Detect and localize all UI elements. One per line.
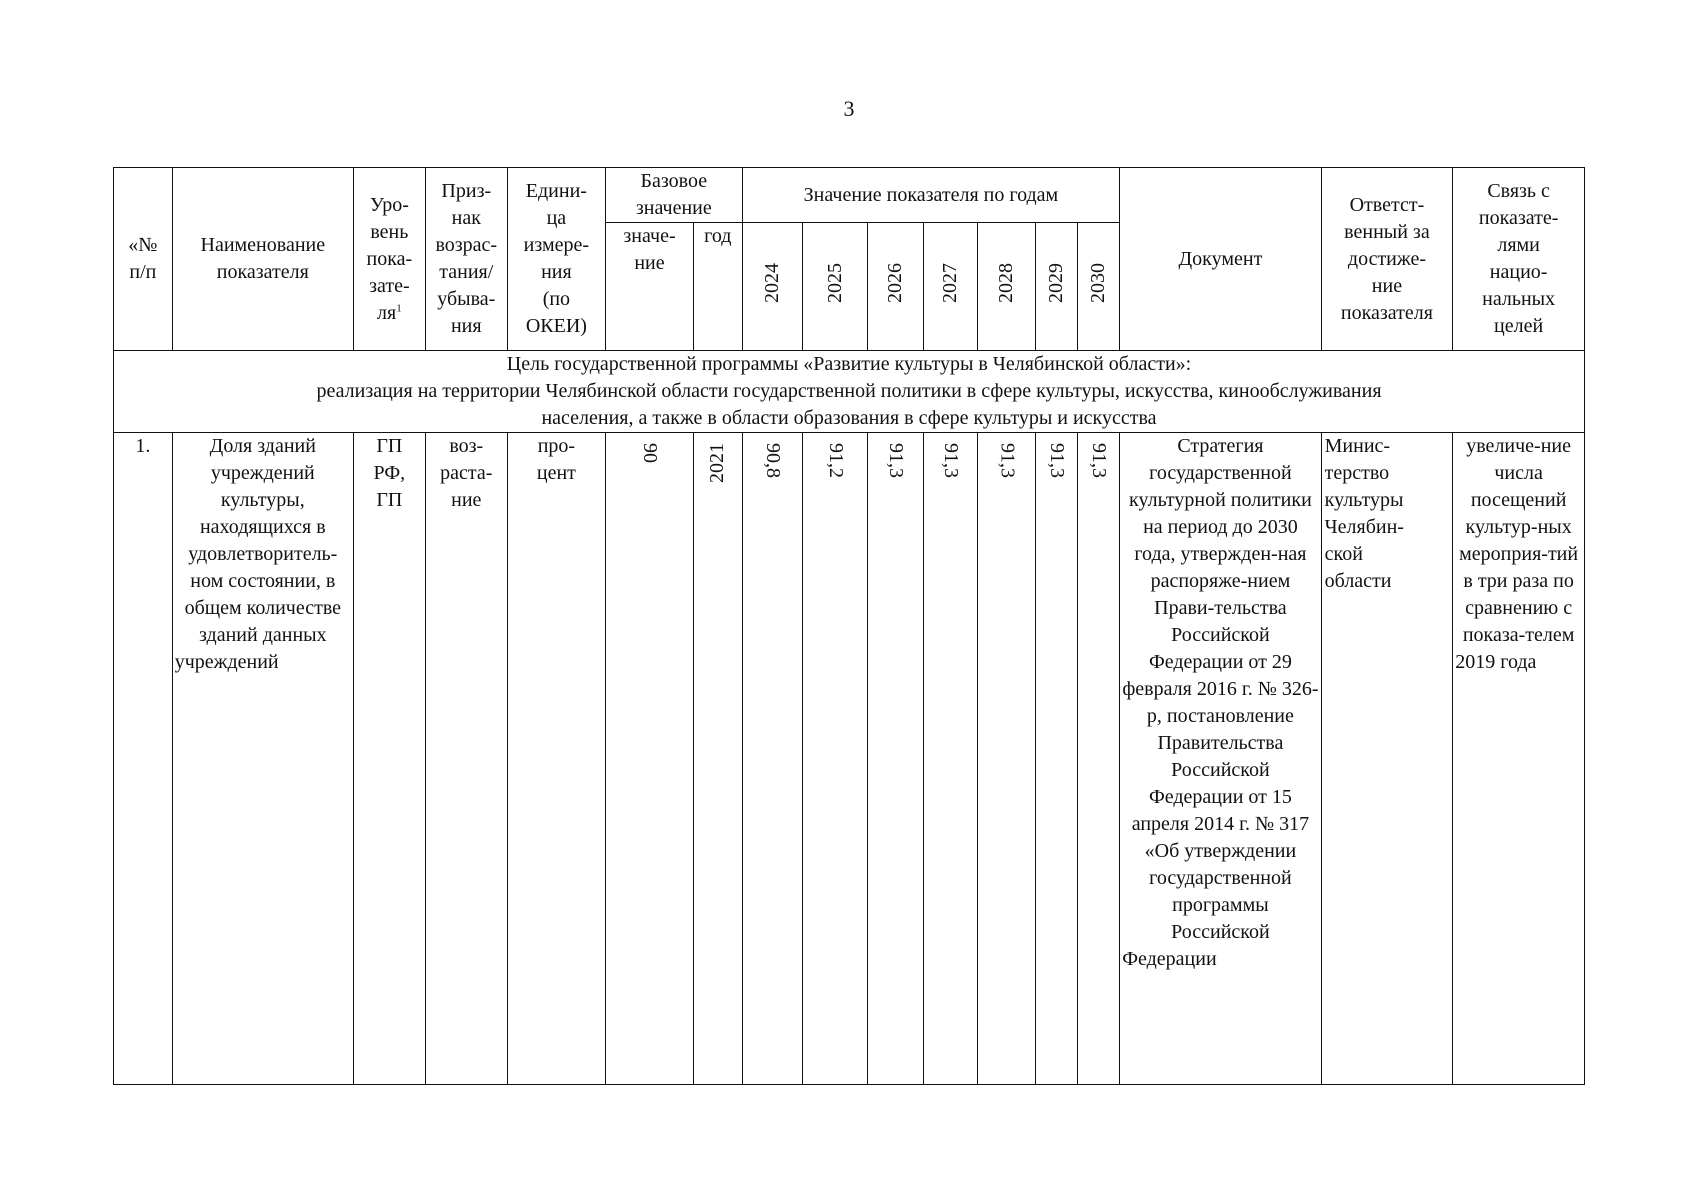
- header-level-footnote: 1: [396, 301, 402, 314]
- header-year-2027: [923, 223, 978, 351]
- header-link: Связь с показате- лями нацио- нальных целей: [1453, 168, 1585, 351]
- vertical-value: 91,3: [1045, 443, 1068, 478]
- vertical-value: 2028: [995, 262, 1018, 303]
- row-document: Стратегия государственной культурной политики на период до 2030 года, утвержден-ная распоряже-нием Прави-тельства Российской Федерации от 29 февраля 2016 г. № 326-р, постановление Правительства Российской Федерации от 15 апреля 2014 г. № 317 «Об утверждении государственной программы Российской Федерации: [1120, 433, 1321, 1085]
- vertical-value: 90: [639, 443, 661, 463]
- row-link: увеличе-ние числа посещений культур-ных мероприя-тий в три раза по сравнению с показа-телем 2019 года: [1453, 433, 1585, 1085]
- row-level: ГП РФ, ГП: [353, 433, 425, 1085]
- row-value-2025: [803, 433, 868, 1085]
- row-name: Доля зданий учреждений культуры, находящихся в удовлетворитель-ном состоянии, в общем количестве зданий данных учреждений: [172, 433, 353, 1085]
- row-value-2026: [868, 433, 924, 1085]
- header-year-2029: [1036, 223, 1078, 351]
- vertical-value: 91,3: [1087, 443, 1110, 478]
- vertical-value: 2026: [883, 262, 906, 303]
- indicators-table: [113, 167, 1585, 1085]
- header-year-2026: [868, 223, 924, 351]
- vertical-value: 2030: [1086, 262, 1109, 303]
- header-year-2030: [1077, 223, 1120, 351]
- header-year-2024: [742, 223, 803, 351]
- header-year-2025: [803, 223, 868, 351]
- program-goal: Цель государственной программы «Развитие культуры в Челябинской области»: реализация на территории Челябинской области государственной политики в сфере культуры, искусства, кинообслуживания населения, а также в области образования в сфере культуры и искусства: [114, 351, 1585, 433]
- header-unit: Едини- ца измере- ния (по ОКЕИ): [507, 168, 605, 351]
- header-level-text: Уро- вень пока- зате- ля: [366, 193, 413, 324]
- row-responsible: Минис- терство культуры Челябин- ской области: [1321, 433, 1453, 1085]
- row-value-2028: [978, 433, 1036, 1085]
- row-base-year: [694, 433, 743, 1085]
- header-year-2028: [978, 223, 1036, 351]
- row-unit: про- цент: [507, 433, 605, 1085]
- vertical-value: 2025: [823, 262, 846, 303]
- row-sign: воз- раста- ние: [425, 433, 507, 1085]
- row-base-value: [605, 433, 693, 1085]
- row-value-2030: [1077, 433, 1120, 1085]
- vertical-value: 91,3: [996, 443, 1019, 478]
- goal-row: [114, 351, 1585, 433]
- header-name: Наименование показателя: [172, 168, 353, 351]
- header-base-year: год: [694, 223, 743, 351]
- header-num: «№ п/п: [114, 168, 173, 351]
- vertical-value: 90,8: [761, 443, 784, 478]
- header-responsible: Ответст- венный за достиже- ние показателя: [1321, 168, 1453, 351]
- header-level: [353, 168, 425, 351]
- vertical-value: 2029: [1044, 262, 1067, 303]
- header-sign: Приз- нак возрас- тания/ убыва- ния: [425, 168, 507, 351]
- row-value-2024: [742, 433, 803, 1085]
- header-by-years: Значение показателя по годам: [742, 168, 1120, 223]
- vertical-value: 91,3: [940, 443, 963, 478]
- row-num: 1.: [114, 433, 173, 1085]
- header-row-1: [114, 168, 1585, 223]
- vertical-value: 2027: [939, 262, 962, 303]
- header-base: Базовое значение: [605, 168, 742, 223]
- row-value-2027: [923, 433, 978, 1085]
- row-value-2029: [1036, 433, 1078, 1085]
- page-number: 3: [843, 96, 855, 121]
- vertical-value: 91,3: [884, 443, 907, 478]
- vertical-value: 2024: [760, 262, 783, 303]
- vertical-value: 91,2: [824, 443, 847, 478]
- vertical-value: 2021: [706, 443, 729, 483]
- header-document: Документ: [1120, 168, 1321, 351]
- table-row: [114, 433, 1585, 1085]
- header-base-value: значе- ние: [605, 223, 693, 351]
